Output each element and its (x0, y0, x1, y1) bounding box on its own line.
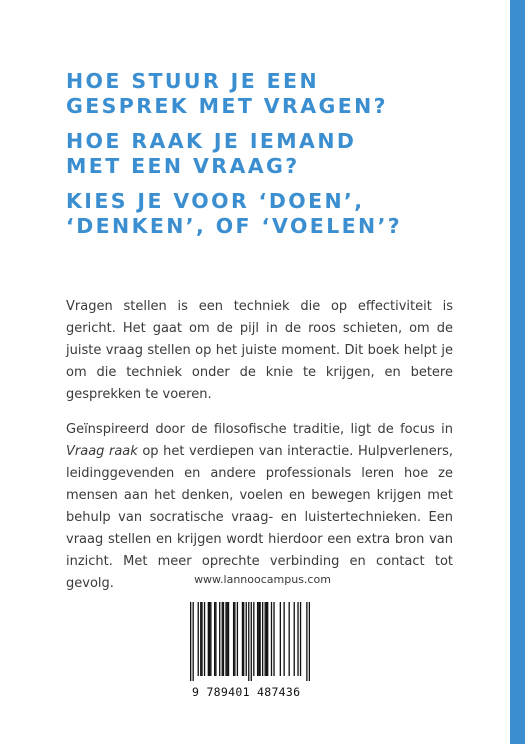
barcode-bar (201, 602, 202, 676)
headline-3-line-2: ‘DENKEN’, OF ‘VOELEN’? (66, 214, 403, 238)
barcode-bar (297, 602, 298, 676)
barcode-bar (242, 602, 243, 676)
barcode-bars (190, 602, 310, 681)
barcode-bar (190, 602, 191, 681)
blurb-text (66, 296, 453, 608)
barcode-bar (215, 602, 216, 676)
barcode-bar (233, 602, 234, 676)
headline-1-line-1: HOE STUUR JE EEN (66, 69, 320, 93)
blurb-paragraph-2-start: Geïnspireerd door de filosofische traditie, ligt de focus in (66, 422, 453, 437)
cover-spine-stripe (510, 0, 525, 744)
barcode-bar (208, 602, 209, 676)
barcode-bar (237, 602, 238, 676)
barcode-bar (259, 602, 260, 676)
barcode-bar (227, 602, 228, 676)
barcode-bar (209, 602, 210, 676)
headline-3-line-1: KIES JE VOOR ‘DOEN’, (66, 189, 365, 213)
headline-1 (66, 69, 446, 119)
book-title-italic: Vraag raak (66, 444, 138, 459)
isbn-number: 9 789401 487436 (192, 685, 301, 699)
barcode-bar (306, 602, 307, 681)
barcode-bar (257, 602, 258, 676)
barcode-bar (234, 602, 235, 676)
blurb-paragraph-2-rest: op het verdiepen van interactie. Hulpverleners, leidinggevenden en andere professionals leren hoe ze mensen aan het denken, voelen en bewegen krijgen met behulp van socratische vraag- en luistertechnieken. Een vraag stellen en krijgen wordt hierdoor een extra bron van inzicht. Met meer oprechte verbinding en contact tot gevolg. (66, 444, 453, 591)
blurb-paragraph-2 (66, 419, 453, 595)
publisher-website: www.lannoocampus.com (194, 573, 331, 586)
headline-2-line-2: MET EEN VRAAG? (66, 154, 300, 178)
barcode-bar (309, 602, 310, 681)
barcode-bar (228, 602, 229, 676)
barcode-bar (283, 602, 284, 676)
barcode-bar (248, 602, 249, 681)
barcode-bar (280, 602, 281, 676)
barcode-bar (273, 602, 274, 676)
barcode-bar (253, 602, 254, 676)
barcode-bar (294, 602, 295, 676)
barcode-bar (300, 602, 301, 676)
barcode-bar (219, 602, 220, 676)
barcode-bar (200, 602, 201, 676)
headline-2-line-1: HOE RAAK JE IEMAND (66, 129, 357, 153)
barcode-bar (243, 602, 244, 676)
barcode-bar (251, 602, 252, 681)
blurb-paragraph-1: Vragen stellen is een techniek die op effectiviteit is gericht. Het gaat om de pijl in de roos schieten, om de juiste vraag stellen op het juiste moment. Dit boek helpt je om die techniek onder de knie te krijgen, en betere gesprekken te voeren. (66, 299, 453, 402)
barcode-bar (265, 602, 266, 676)
barcode-bar (246, 602, 247, 676)
barcode-bar (214, 602, 215, 676)
barcode-bar (262, 602, 263, 676)
headline-3 (66, 189, 446, 239)
headline-block (66, 69, 446, 249)
barcode-bar (210, 602, 211, 676)
barcode-bar (222, 602, 223, 676)
headline-1-line-2: GESPREK MET VRAGEN? (66, 94, 388, 118)
barcode-bar (271, 602, 272, 676)
barcode-bar (198, 602, 199, 676)
barcode-bar (267, 602, 268, 676)
barcode-bar (258, 602, 259, 676)
barcode-bar (223, 602, 224, 676)
barcode-bar (266, 602, 267, 676)
barcode-bar (225, 602, 226, 676)
barcode-bar (204, 602, 205, 676)
headline-2 (66, 129, 446, 179)
barcode (190, 602, 310, 681)
barcode-bar (289, 602, 290, 676)
barcode-bar (193, 602, 194, 681)
